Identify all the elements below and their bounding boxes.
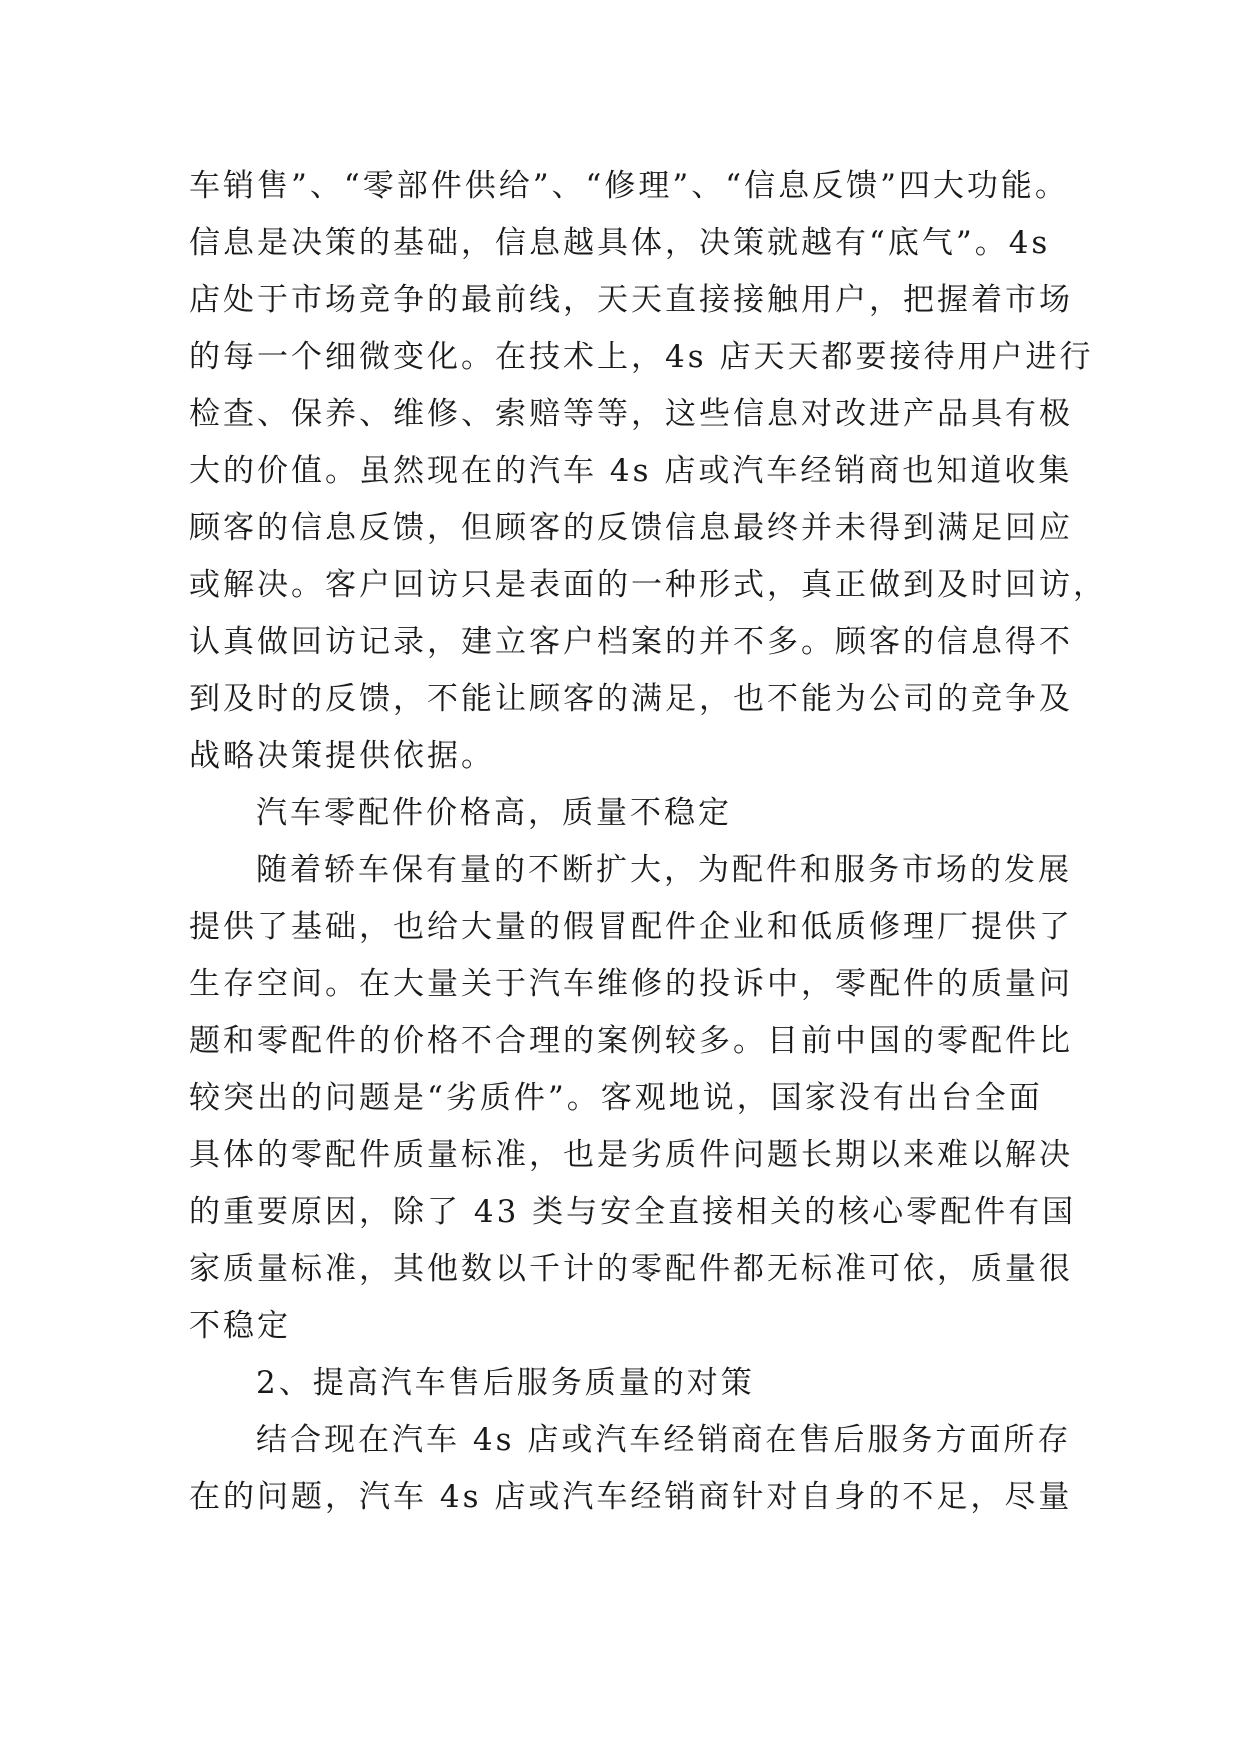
paragraph-line: 结合现在汽车 4s 店或汽车经销商在售后服务方面所存 [256,1422,1072,1458]
section-heading: 汽车零配件价格高，质量不稳定 [256,795,732,831]
paragraph-line: 信息是决策的基础，信息越具体，决策就越有“底气”。4s [189,225,1051,261]
paragraph-line: 大的价值。虽然现在的汽车 4s 店或汽车经销商也知道收集 [189,453,1073,489]
paragraph-line: 生存空间。在大量关于汽车维修的投诉中，零配件的质量问 [189,966,1073,1002]
paragraph-line: 题和零配件的价格不合理的案例较多。目前中国的零配件比 [189,1023,1073,1059]
document-body [189,158,1107,1526]
paragraph-line: 车销售”、“零部件供给”、“修理”、“信息反馈”四大功能。 [189,168,1069,204]
paragraph-line: 不稳定 [189,1308,291,1344]
paragraph-line: 检查、保养、维修、索赔等等，这些信息对改进产品具有极 [189,396,1073,432]
paragraph-line: 认真做回访记录，建立客户档案的并不多。顾客的信息得不 [189,624,1073,660]
paragraph-line: 战略决策提供依据。 [189,738,495,774]
paragraph-line: 具体的零配件质量标准，也是劣质件问题长期以来难以解决 [189,1137,1073,1173]
paragraph-line: 提供了基础，也给大量的假冒配件企业和低质修理厂提供了 [189,909,1073,945]
paragraph-line: 在的问题，汽车 4s 店或汽车经销商针对自身的不足，尽量 [189,1479,1073,1515]
paragraph-line: 的重要原因，除了 43 类与安全直接相关的核心零配件有国 [189,1194,1077,1230]
paragraph-line: 的每一个细微变化。在技术上，4s 店天天都要接待用户进行 [189,339,1094,375]
paragraph-line: 较突出的问题是“劣质件”。客观地说，国家没有出台全面 [189,1080,1043,1116]
paragraph-line: 随着轿车保有量的不断扩大，为配件和服务市场的发展 [256,852,1072,888]
paragraph-line: 或解决。客户回访只是表面的一种形式，真正做到及时回访， [189,567,1107,603]
paragraph-line: 家质量标准，其他数以千计的零配件都无标准可依，质量很 [189,1251,1073,1287]
paragraph-line: 顾客的信息反馈，但顾客的反馈信息最终并未得到满足回应 [189,510,1073,546]
paragraph-line: 店处于市场竞争的最前线，天天直接接触用户，把握着市场 [189,282,1073,318]
section-heading: 2、提高汽车售后服务质量的对策 [256,1365,755,1401]
paragraph-line: 到及时的反馈，不能让顾客的满足，也不能为公司的竞争及 [189,681,1073,717]
